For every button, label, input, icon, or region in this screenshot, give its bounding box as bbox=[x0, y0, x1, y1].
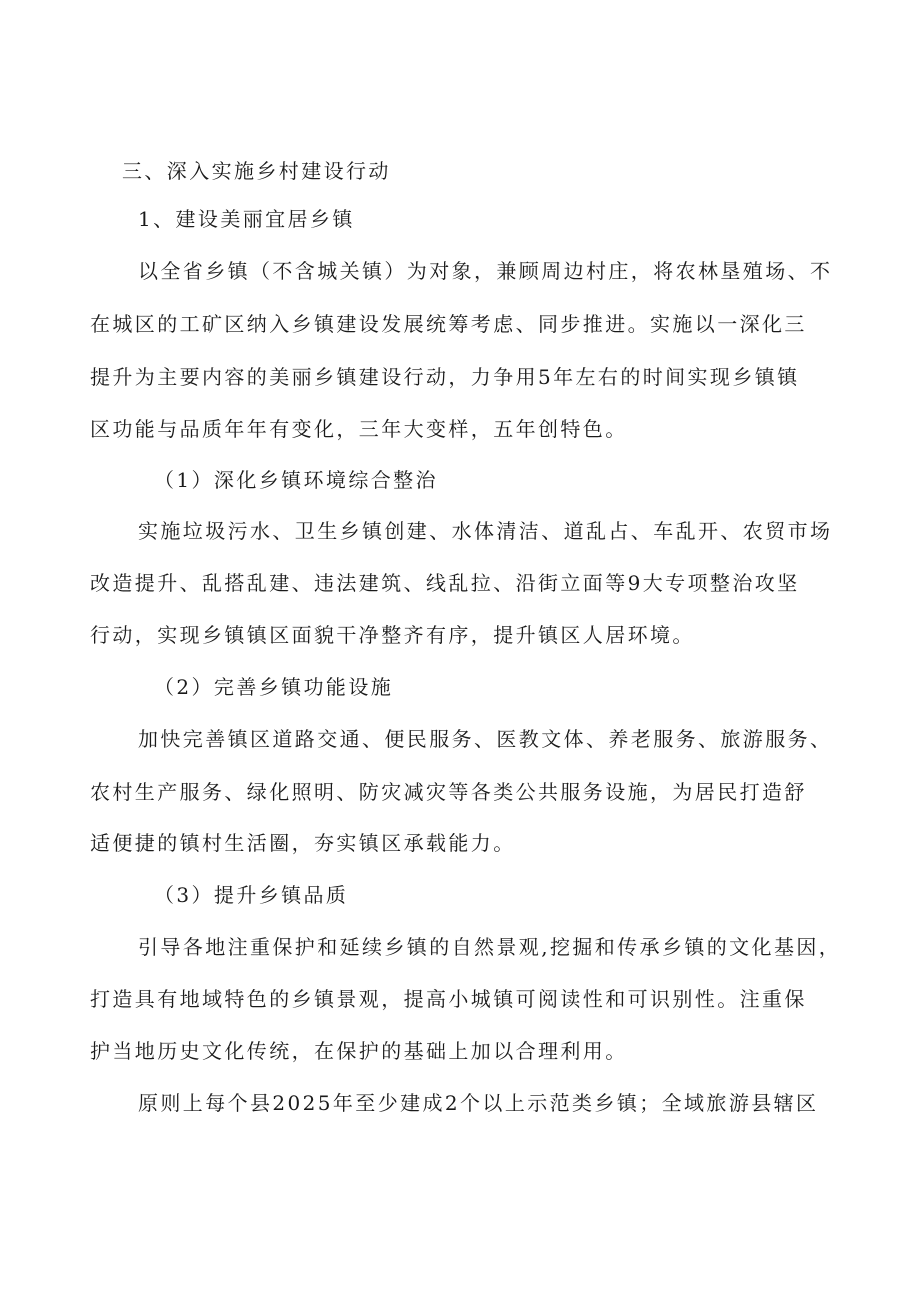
paragraph-line: 以全省乡镇（不含城关镇）为对象，兼顾周边村庄，将农林垦殖场、不 bbox=[138, 259, 833, 283]
paragraph-line: 实施垃圾污水、卫生乡镇创建、水体清洁、道乱占、车乱开、农贸市场 bbox=[138, 519, 833, 543]
item-3-heading: （3）提升乡镇品质 bbox=[154, 883, 349, 907]
paragraph-line: 打造具有地域特色的乡镇景观，提高小城镇可阅读性和可识别性。注重保 bbox=[90, 987, 807, 1011]
paragraph-line: 适便捷的镇村生活圈，夯实镇区承载能力。 bbox=[90, 831, 516, 855]
paragraph-line: 原则上每个县2025年至少建成2个以上示范类乡镇；全域旅游县辖区 bbox=[138, 1091, 819, 1115]
paragraph-line: 引导各地注重保护和延续乡镇的自然景观,挖掘和传承乡镇的文化基因， bbox=[138, 935, 842, 959]
item-1-heading: （1）深化乡镇环境综合整治 bbox=[154, 468, 438, 492]
paragraph-line: 农村生产服务、绿化照明、防灾减灾等各类公共服务设施，为居民打造舒 bbox=[90, 780, 807, 804]
paragraph-line: 在城区的工矿区纳入乡镇建设发展统筹考虑、同步推进。实施以一深化三 bbox=[90, 312, 807, 336]
section-heading: 三、深入实施乡村建设行动 bbox=[122, 159, 391, 183]
paragraph-line: 区功能与品质年年有变化，三年大变样，五年创特色。 bbox=[90, 417, 628, 441]
item-2-heading: （2）完善乡镇功能设施 bbox=[154, 675, 394, 699]
paragraph-line: 护当地历史文化传统，在保护的基础上加以合理利用。 bbox=[90, 1039, 628, 1063]
paragraph-line: 改造提升、乱搭乱建、违法建筑、线乱拉、沿街立面等9大专项整治攻坚 bbox=[90, 571, 800, 595]
paragraph-line: 提升为主要内容的美丽乡镇建设行动，力争用5年左右的时间实现乡镇镇 bbox=[90, 365, 800, 389]
subsection-heading: 1、建设美丽宜居乡镇 bbox=[138, 207, 355, 231]
paragraph-line: 加快完善镇区道路交通、便民服务、医教文体、养老服务、旅游服务、 bbox=[138, 727, 833, 751]
paragraph-line: 行动，实现乡镇镇区面貌干净整齐有序，提升镇区人居环境。 bbox=[90, 623, 695, 647]
